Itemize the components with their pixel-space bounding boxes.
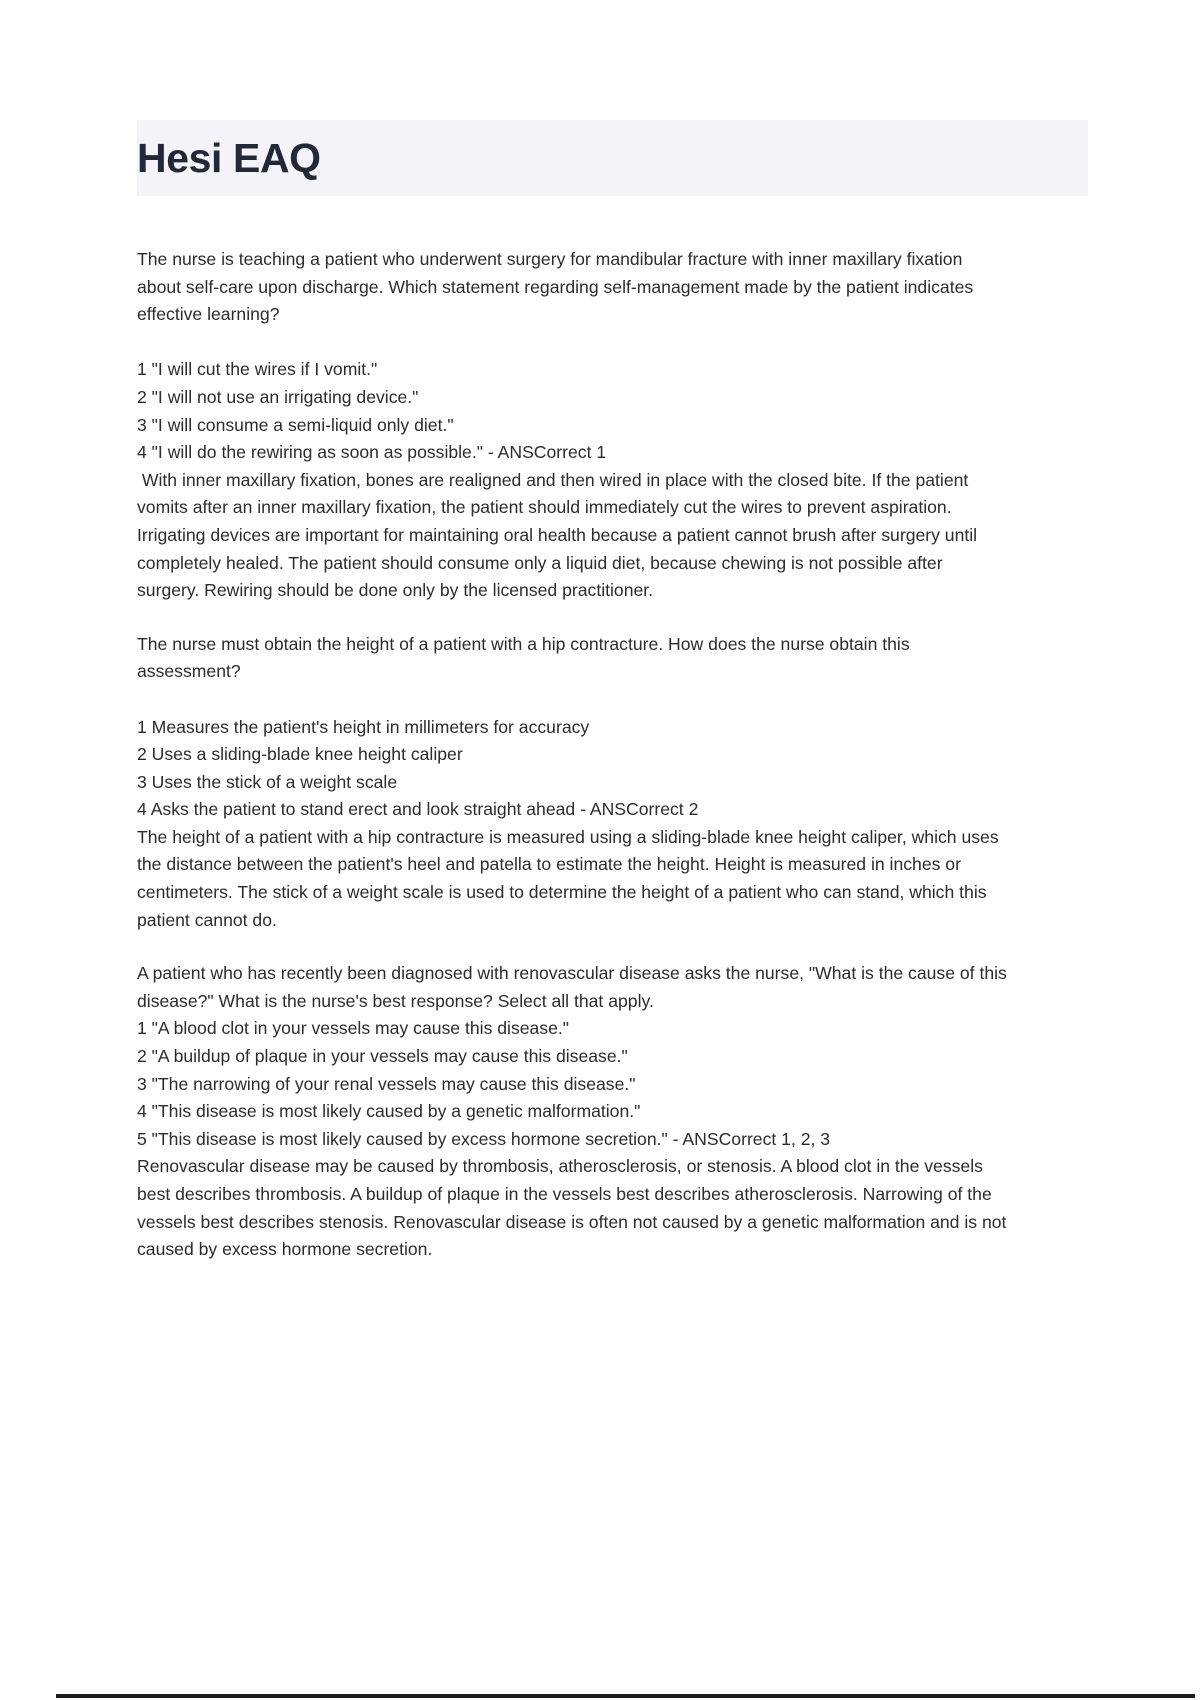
question-block: [137, 631, 1007, 935]
list-item: 3 Uses the stick of a weight scale: [137, 771, 398, 792]
list-item: 4 "This disease is most likely caused by a genetic malformation.": [137, 1101, 641, 1122]
rationale-text: Renovascular disease may be caused by thrombosis, atherosclerosis, or stenosis. A blood clot in the vessels best describes thrombosis. A buildup of plaque in the vessels best describes atherosclerosis. Narrowing of the vessels best describes stenosis. Renovascular disease is often not caused by a genetic malformation and is not caused by excess hormone secretion.: [137, 1156, 1012, 1260]
paragraph-spacer: [137, 686, 1007, 714]
list-item: 2 "I will not use an irrigating device.": [137, 386, 419, 407]
list-item: 4 "I will do the rewiring as soon as possible." - ANSCorrect 1: [137, 442, 607, 463]
page-footer-divider: [56, 1694, 1195, 1698]
paragraph-spacer: [137, 329, 1007, 357]
list-item: 5 "This disease is most likely caused by excess hormone secretion." - ANSCorrect 1, 2, 3: [137, 1128, 831, 1149]
question-text: The nurse is teaching a patient who underwent surgery for mandibular fracture with inner maxillary fixation about self-care upon discharge. Which statement regarding self-management made by the patient indicates effective learning?: [137, 249, 979, 325]
list-item: 4 Asks the patient to stand erect and look straight ahead - ANSCorrect 2: [137, 799, 699, 820]
document-header-band: [137, 120, 1088, 196]
question-block: [137, 960, 1012, 1264]
rationale-text: With inner maxillary fixation, bones are realigned and then wired in place with the closed bite. If the patient vomits after an inner maxillary fixation, the patient should immediately cut the wires to prevent aspiration. Irrigating devices are important for maintaining oral health because a patient cannot brush after surgery until completely healed. The patient should consume only a liquid diet, because chewing is not possible after surgery. Rewiring should be done only by the licensed practitioner.: [137, 469, 982, 601]
page-title: Hesi EAQ: [137, 135, 321, 181]
question-text: The nurse must obtain the height of a patient with a hip contracture. How does the nurse obtain this assessment?: [137, 633, 915, 682]
answer-options: [137, 356, 1007, 466]
answer-options: [137, 714, 1007, 824]
question-text: A patient who has recently been diagnosed with renovascular disease asks the nurse, "What is the cause of this disease?" What is the nurse's best response? Select all that apply.: [137, 963, 1012, 1011]
list-item: 3 "I will consume a semi-liquid only diet.": [137, 414, 454, 435]
list-item: 2 "A buildup of plaque in your vessels may cause this disease.": [137, 1046, 628, 1067]
rationale-text: The height of a patient with a hip contracture is measured using a sliding-blade knee height caliper, which uses the distance between the patient's heel and patella to estimate the height. Height is measured in inches or centimeters. The stick of a weight scale is used to determine the height of a patient who can stand, which this patient cannot do.: [137, 826, 1004, 930]
question-block: [137, 246, 1007, 605]
document-body: [137, 246, 1012, 1264]
list-item: 1 Measures the patient's height in millimeters for accuracy: [137, 716, 590, 737]
list-item: 1 "A blood clot in your vessels may cause this disease.": [137, 1018, 570, 1039]
list-item: 3 "The narrowing of your renal vessels may cause this disease.": [137, 1073, 636, 1094]
answer-options: [137, 1015, 1007, 1153]
list-item: 1 "I will cut the wires if I vomit.": [137, 359, 378, 380]
list-item: 2 Uses a sliding-blade knee height caliper: [137, 744, 463, 765]
